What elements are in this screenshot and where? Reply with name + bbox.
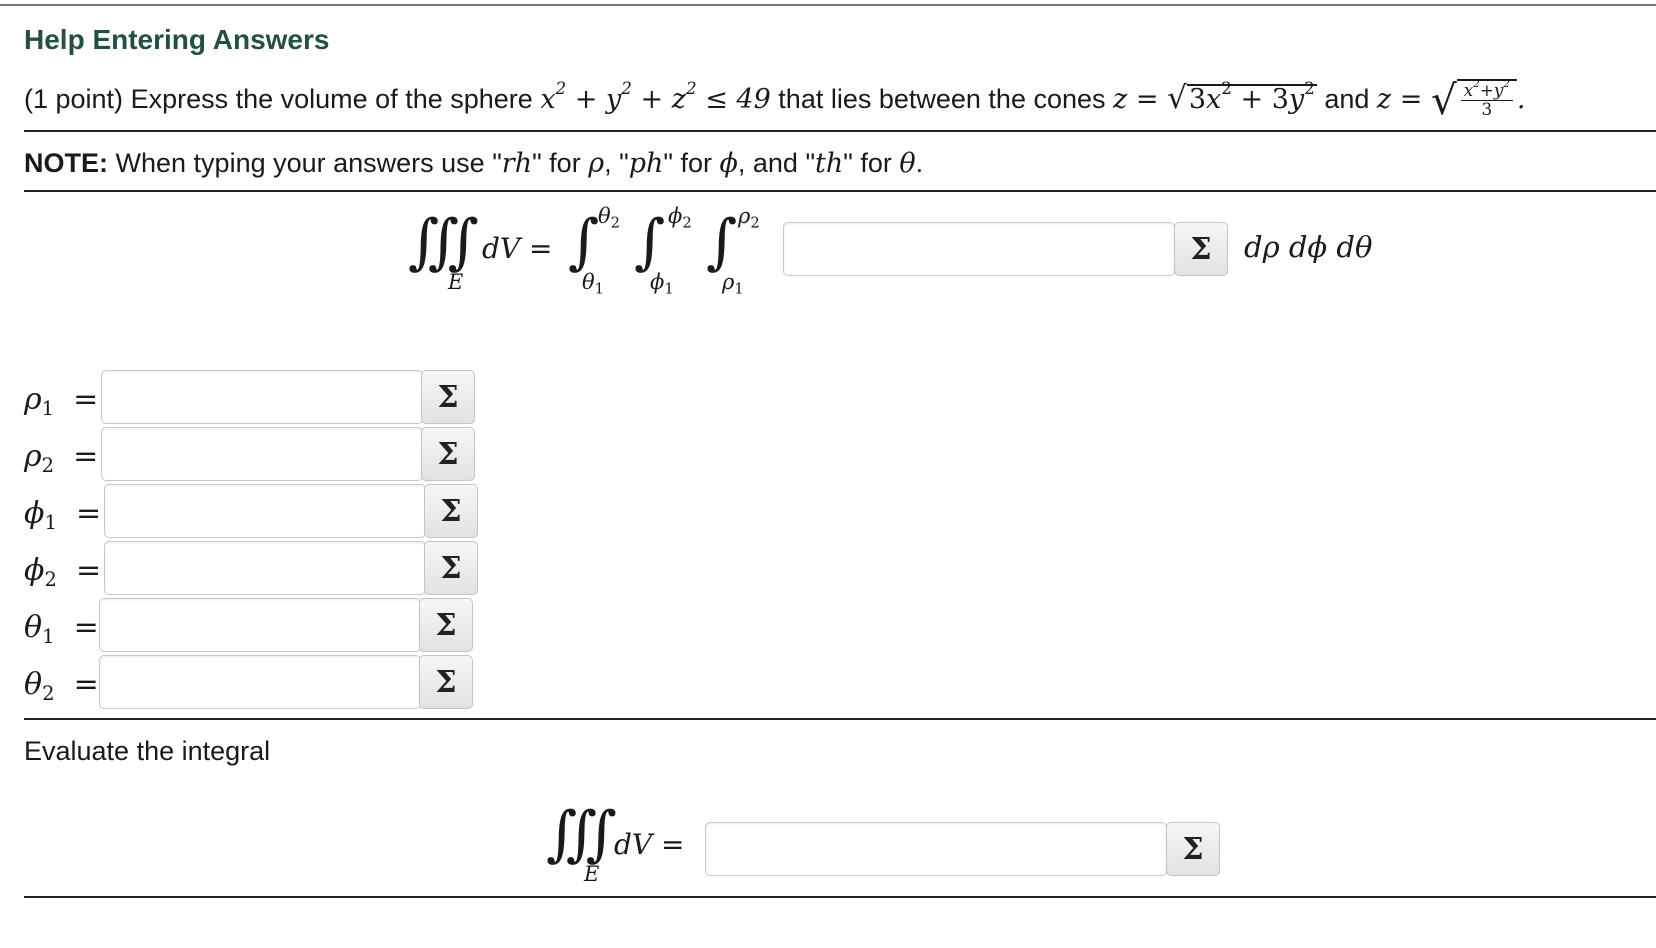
divider <box>24 718 1656 720</box>
note-prefix: NOTE: <box>24 148 108 178</box>
rho2-label: $\rho_2$ = <box>24 439 99 477</box>
help-entering-answers-link[interactable]: Help Entering Answers <box>24 24 330 55</box>
note-text: NOTE: When typing your answers use "rh" for ρ, "ph" for ϕ, and "th" for θ. <box>24 148 924 179</box>
divider <box>24 130 1656 132</box>
rho2-input[interactable] <box>101 427 423 481</box>
rho1-label: $\rho_1$ = <box>24 382 99 420</box>
top-rule <box>0 4 1656 6</box>
evaluate-label: Evaluate the integral <box>24 736 271 766</box>
cone-1-equation: $z = √3x^2 + 3y^2$ <box>1113 77 1315 116</box>
sphere-equation: $x^2 + y^2 + z^2 \le 49$ <box>540 77 771 115</box>
equation-editor-button[interactable]: Σ <box>424 541 478 595</box>
theta1-label: $\theta_1$ = <box>24 610 99 648</box>
integral-setup: ∭ E dV = ∫ $\theta_2$ $\theta_1$ ∫ $\phi_2$ $\phi_1$ ∫ $\rho_2$ $\rho_1$ <box>408 204 760 298</box>
divider <box>24 896 1656 898</box>
theta2-label: $\theta_2$ = <box>24 667 99 705</box>
equation-editor-button[interactable]: Σ <box>419 598 473 652</box>
triple-integral-symbol: ∭ <box>546 799 603 869</box>
points-label: (1 point) <box>24 83 124 114</box>
problem-text-2: that lies between the cones <box>778 83 1106 114</box>
phi2-label: $\phi_2$ = <box>24 553 102 591</box>
and-text: and <box>1324 83 1370 114</box>
evaluate-input[interactable] <box>705 822 1167 876</box>
problem-statement <box>24 76 1525 124</box>
integral-rho: ∫ <box>706 207 738 277</box>
cone-2-equation: z = √ $\frac{x^2+y^2}{3}$ . <box>1376 76 1526 124</box>
note-text-1: When typing your answers use " <box>115 148 502 178</box>
integrand-input[interactable] <box>783 222 1175 276</box>
equation-editor-button[interactable]: Σ <box>424 484 478 538</box>
evaluate-integral: ∭ E dV = <box>546 799 685 886</box>
phi1-label: $\phi_1$ = <box>24 496 102 534</box>
rho1-input[interactable] <box>101 370 423 424</box>
evaluate-dv-equals: dV = <box>614 828 685 861</box>
problem-text-1: Express the volume of the sphere <box>130 83 533 114</box>
equation-editor-button[interactable]: Σ <box>421 427 475 481</box>
divider <box>24 190 1656 192</box>
integral-theta: ∫ <box>568 207 600 277</box>
differentials-label: dρ dϕ dθ <box>1244 230 1373 264</box>
theta2-input[interactable] <box>99 655 421 709</box>
region-label: E <box>448 270 464 294</box>
triple-integral-symbol: ∭ <box>408 207 465 277</box>
phi1-input[interactable] <box>104 484 426 538</box>
dv-equals: dV = <box>482 232 553 265</box>
equation-editor-button[interactable]: Σ <box>1166 822 1220 876</box>
phi2-input[interactable] <box>104 541 426 595</box>
equation-editor-button[interactable]: Σ <box>421 370 475 424</box>
equation-editor-button[interactable]: Σ <box>1174 222 1228 276</box>
integral-phi: ∫ <box>634 207 666 277</box>
theta1-input[interactable] <box>99 598 421 652</box>
equation-editor-button[interactable]: Σ <box>419 655 473 709</box>
